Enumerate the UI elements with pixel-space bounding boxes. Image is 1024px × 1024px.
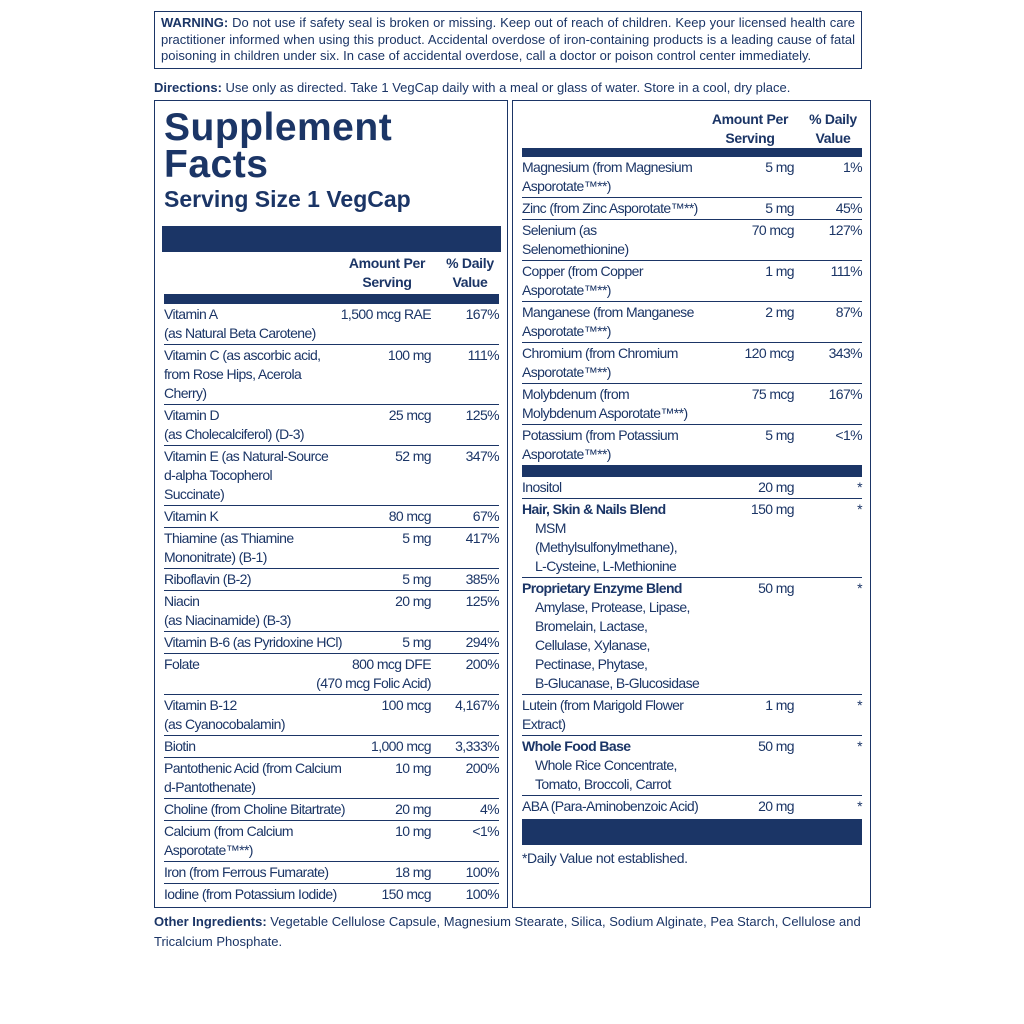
daily-value: * [857, 737, 862, 754]
nutrient-row [164, 736, 499, 758]
nutrient-name [522, 385, 746, 423]
nutrient-name [164, 822, 389, 860]
dv-header: % Daily Value [446, 254, 494, 290]
daily-value: 200% [465, 655, 499, 672]
nutrient-name-text: Folate [164, 655, 200, 672]
nutrient-name [164, 406, 383, 444]
amount-per-serving: 100 mcg [381, 696, 431, 713]
other-ingredients-text: Vegetable Cellulose Capsule, Magnesium Stearate, Silica, Sodium Alginate, Pea Starch, Cellulose and Tricalcium Phosphate. [154, 913, 861, 949]
nutrient-row [164, 569, 499, 591]
nutrient-name [164, 507, 383, 526]
warning-text: Do not use if safety seal is broken or missing. Keep out of reach of children. Keep your licensed health care practitioner informed when using this product. Accidental overdose of iron-containing products is a leading cause of fatal poisoning in children under six. In case of accidental overdose, call a doctor or poison control center immediately. [161, 15, 855, 63]
nutrient-row [522, 157, 862, 198]
nutrient-name-text: Iron (from Ferrous Fumarate) [164, 863, 329, 880]
nutrient-name [522, 221, 746, 259]
divider [522, 148, 862, 157]
nutrient-name [522, 579, 752, 693]
supplement-facts-left-panel [154, 100, 508, 908]
nutrient-name-text: Molybdenum (from Molybdenum Asporotate™**) [522, 385, 688, 421]
nutrient-name [522, 696, 759, 734]
amount-per-serving: 1 mg [765, 696, 794, 713]
nutrient-name-text: Biotin [164, 737, 196, 754]
daily-value: * [857, 696, 862, 713]
nutrient-row [522, 302, 862, 343]
daily-value: 3,333% [455, 737, 499, 754]
amount-per-serving: 20 mg [758, 478, 794, 495]
column-header [522, 110, 862, 148]
nutrient-name-text: Vitamin K [164, 507, 219, 524]
label-page [154, 0, 872, 958]
blend-ingredients: MSM (Methylsulfonylmethane), L-Cysteine, L-Methionine [535, 519, 677, 574]
nutrient-row [164, 528, 499, 569]
amount-per-serving: 75 mcg [751, 385, 794, 402]
nutrient-name-text: Lutein (from Marigold Flower Extract) [522, 696, 684, 732]
nutrient-row [164, 506, 499, 528]
supplement-facts-right-panel [512, 100, 871, 908]
daily-value: 167% [828, 385, 862, 402]
amount-per-serving: 100 mg [387, 346, 431, 363]
daily-value: 200% [465, 759, 499, 776]
nutrient-name [164, 592, 389, 630]
nutrient-name-text: Chromium (from Chromium Asporotate™**) [522, 344, 678, 380]
daily-value: 111% [830, 262, 862, 279]
amount-per-serving: 150 mg [750, 500, 794, 517]
dv-header: % Daily Value [809, 110, 857, 146]
nutrient-name [164, 655, 310, 674]
nutrient-row [522, 736, 862, 796]
daily-value: 347% [465, 447, 499, 464]
nutrient-row [522, 477, 862, 499]
amount-per-serving: 50 mg [758, 737, 794, 754]
amount-per-serving: 5 mg [765, 199, 794, 216]
nutrient-name [522, 344, 739, 382]
daily-value: 67% [472, 507, 499, 524]
blend-ingredients: Amylase, Protease, Lipase, Bromelain, Lactase, Cellulase, Xylanase, Pectinase, Phytase, B-Glucanase, B-Glucosidase [535, 598, 700, 691]
nutrient-table-right [522, 157, 862, 465]
other-ingredients-label: Other Ingredients: [154, 913, 267, 929]
amount-per-serving: 2 mg [765, 303, 794, 320]
nutrient-name-text: Calcium (from Calcium Asporotate™**) [164, 822, 293, 858]
nutrient-row [522, 198, 862, 220]
nutrient-name-text: Inositol [522, 478, 562, 495]
nutrient-row [164, 405, 499, 446]
nutrient-row [164, 446, 499, 506]
nutrient-name-text: Potassium (from Potassium Asporotate™**) [522, 426, 679, 462]
nutrient-name [522, 737, 752, 794]
amount-per-serving: 20 mg [395, 800, 431, 817]
amount-per-serving: 1,500 mcg RAE [340, 305, 431, 322]
nutrient-name [164, 737, 365, 756]
nutrient-name-text: Vitamin B-6 (as Pyridoxine HCl) [164, 633, 342, 650]
directions-label: Directions: [154, 79, 222, 95]
nutrient-name [522, 797, 752, 816]
nutrient-row [522, 343, 862, 384]
supplement-facts [154, 100, 872, 908]
nutrient-name-text: Proprietary Enzyme Blend [522, 579, 682, 596]
nutrient-name [522, 262, 759, 300]
nutrient-row [164, 884, 499, 905]
amount-per-serving: 18 mg [395, 863, 431, 880]
amount-per-serving: 5 mg [402, 633, 431, 650]
nutrient-name-text: Pantothenic Acid (from Calcium d-Pantothenate) [164, 759, 342, 795]
daily-value: * [857, 797, 862, 814]
nutrient-row [522, 796, 862, 817]
nutrient-row [164, 821, 499, 862]
blend-ingredients: Whole Rice Concentrate, Tomato, Broccoli, Carrot [535, 756, 677, 792]
nutrient-row [522, 578, 862, 695]
nutrient-name [522, 303, 759, 341]
daily-value: <1% [835, 426, 862, 443]
nutrient-name-text: Whole Food Base [522, 737, 631, 754]
nutrient-row [164, 632, 499, 654]
nutrient-name [522, 158, 759, 196]
footnote: *Daily Value not established. [522, 849, 688, 866]
nutrient-name [164, 759, 389, 797]
daily-value: 45% [835, 199, 862, 216]
other-nutrient-table [522, 477, 862, 817]
daily-value: 385% [465, 570, 499, 587]
amount-per-serving: 1,000 mcg [371, 737, 431, 754]
nutrient-row [164, 695, 499, 736]
amount-per-serving: 1 mg [765, 262, 794, 279]
daily-value: 417% [465, 529, 499, 546]
directions-text: Use only as directed. Take 1 VegCap daily with a meal or glass of water. Store in a cool, dry place. [221, 79, 791, 95]
daily-value: 100% [465, 885, 499, 902]
nutrient-table-left [164, 304, 499, 905]
facts-title: Supplement Facts [164, 105, 393, 186]
amount-per-serving: 5 mg [765, 426, 794, 443]
amount-per-serving: 25 mcg [388, 406, 431, 423]
nutrient-row [522, 425, 862, 465]
amount-per-serving: 10 mg [395, 822, 431, 839]
nutrient-name [522, 478, 752, 497]
nutrient-row [164, 654, 499, 695]
divider [522, 465, 862, 477]
nutrient-name [164, 885, 376, 904]
nutrient-name [164, 305, 335, 343]
nutrient-name [164, 570, 396, 589]
other-ingredients [154, 912, 864, 952]
directions [154, 79, 864, 96]
nutrient-name [164, 447, 389, 504]
nutrient-name [164, 696, 376, 734]
nutrient-name-text: Magnesium (from Magnesium Asporotate™**) [522, 158, 693, 194]
daily-value: * [857, 500, 862, 517]
nutrient-name-text: Iodine (from Potassium Iodide) [164, 885, 337, 902]
nutrient-row [522, 261, 862, 302]
amount-per-serving: 800 mcg DFE (470 mcg Folic Acid) [316, 655, 431, 691]
daily-value: 4% [479, 800, 499, 817]
amount-per-serving: 20 mg [395, 592, 431, 609]
nutrient-name-text: ABA (Para-Aminobenzoic Acid) [522, 797, 699, 814]
nutrient-name [164, 529, 396, 567]
daily-value: 111% [467, 346, 499, 363]
amount-per-serving: 20 mg [758, 797, 794, 814]
nutrient-name-text: Riboflavin (B-2) [164, 570, 251, 587]
column-header [164, 254, 499, 292]
nutrient-row [522, 384, 862, 425]
nutrient-name-text: Vitamin A (as Natural Beta Carotene) [164, 305, 316, 341]
amount-header: Amount Per Serving [711, 110, 789, 146]
daily-value: 127% [828, 221, 862, 238]
daily-value: 87% [835, 303, 862, 320]
daily-value: 294% [465, 633, 499, 650]
nutrient-row [522, 220, 862, 261]
nutrient-row [522, 499, 862, 578]
amount-per-serving: 120 mcg [744, 344, 794, 361]
nutrient-name-text: Copper (from Copper Asporotate™**) [522, 262, 643, 298]
divider [164, 294, 499, 304]
daily-value: 167% [465, 305, 499, 322]
amount-per-serving: 150 mcg [381, 885, 431, 902]
thick-divider [162, 226, 501, 252]
nutrient-name-text: Vitamin C (as ascorbic acid, from Rose Hips, Acerola Cherry) [164, 346, 321, 401]
amount-per-serving: 50 mg [758, 579, 794, 596]
daily-value: 125% [465, 406, 499, 423]
nutrient-name-text: Vitamin D (as Cholecalciferol) (D-3) [164, 406, 304, 442]
nutrient-name-text: Selenium (as Selenomethionine) [522, 221, 629, 257]
nutrient-name-text: Zinc (from Zinc Asporotate™**) [522, 199, 698, 216]
amount-per-serving: 10 mg [395, 759, 431, 776]
amount-per-serving: 70 mcg [751, 221, 794, 238]
amount-per-serving: 5 mg [402, 529, 431, 546]
amount-header: Amount Per Serving [348, 254, 426, 290]
daily-value: 1% [842, 158, 862, 175]
daily-value: 343% [828, 344, 862, 361]
nutrient-name [164, 633, 396, 652]
nutrient-name [522, 426, 759, 464]
nutrient-name [522, 199, 759, 218]
nutrient-name-text: Vitamin E (as Natural-Source d-alpha Tocopherol Succinate) [164, 447, 329, 502]
nutrient-row [164, 304, 499, 345]
daily-value: <1% [472, 822, 499, 839]
amount-per-serving: 5 mg [765, 158, 794, 175]
amount-per-serving: 5 mg [402, 570, 431, 587]
nutrient-row [164, 799, 499, 821]
warning-box [154, 11, 862, 69]
amount-per-serving: 80 mcg [388, 507, 431, 524]
nutrient-name-text: Choline (from Choline Bitartrate) [164, 800, 345, 817]
daily-value: 4,167% [455, 696, 499, 713]
nutrient-name-text: Niacin (as Niacinamide) (B-3) [164, 592, 291, 628]
nutrient-row [164, 862, 499, 884]
nutrient-name [522, 500, 745, 576]
amount-per-serving: 52 mg [395, 447, 431, 464]
nutrient-name [164, 863, 389, 882]
nutrient-name [164, 346, 382, 403]
daily-value: * [857, 579, 862, 596]
nutrient-row [164, 758, 499, 799]
nutrient-row [164, 345, 499, 405]
nutrient-row [522, 695, 862, 736]
daily-value: 125% [465, 592, 499, 609]
nutrient-row [164, 591, 499, 632]
nutrient-name-text: Vitamin B-12 (as Cyanocobalamin) [164, 696, 285, 732]
warning-label: WARNING: [161, 15, 229, 30]
nutrient-name-text: Thiamine (as Thiamine Mononitrate) (B-1) [164, 529, 294, 565]
nutrient-name-text: Manganese (from Manganese Asporotate™**) [522, 303, 694, 339]
daily-value: * [857, 478, 862, 495]
nutrient-name-text: Hair, Skin & Nails Blend [522, 500, 666, 517]
serving-size: Serving Size 1 VegCap [164, 185, 411, 212]
nutrient-name [164, 800, 389, 819]
daily-value: 100% [465, 863, 499, 880]
thick-divider [522, 819, 862, 845]
